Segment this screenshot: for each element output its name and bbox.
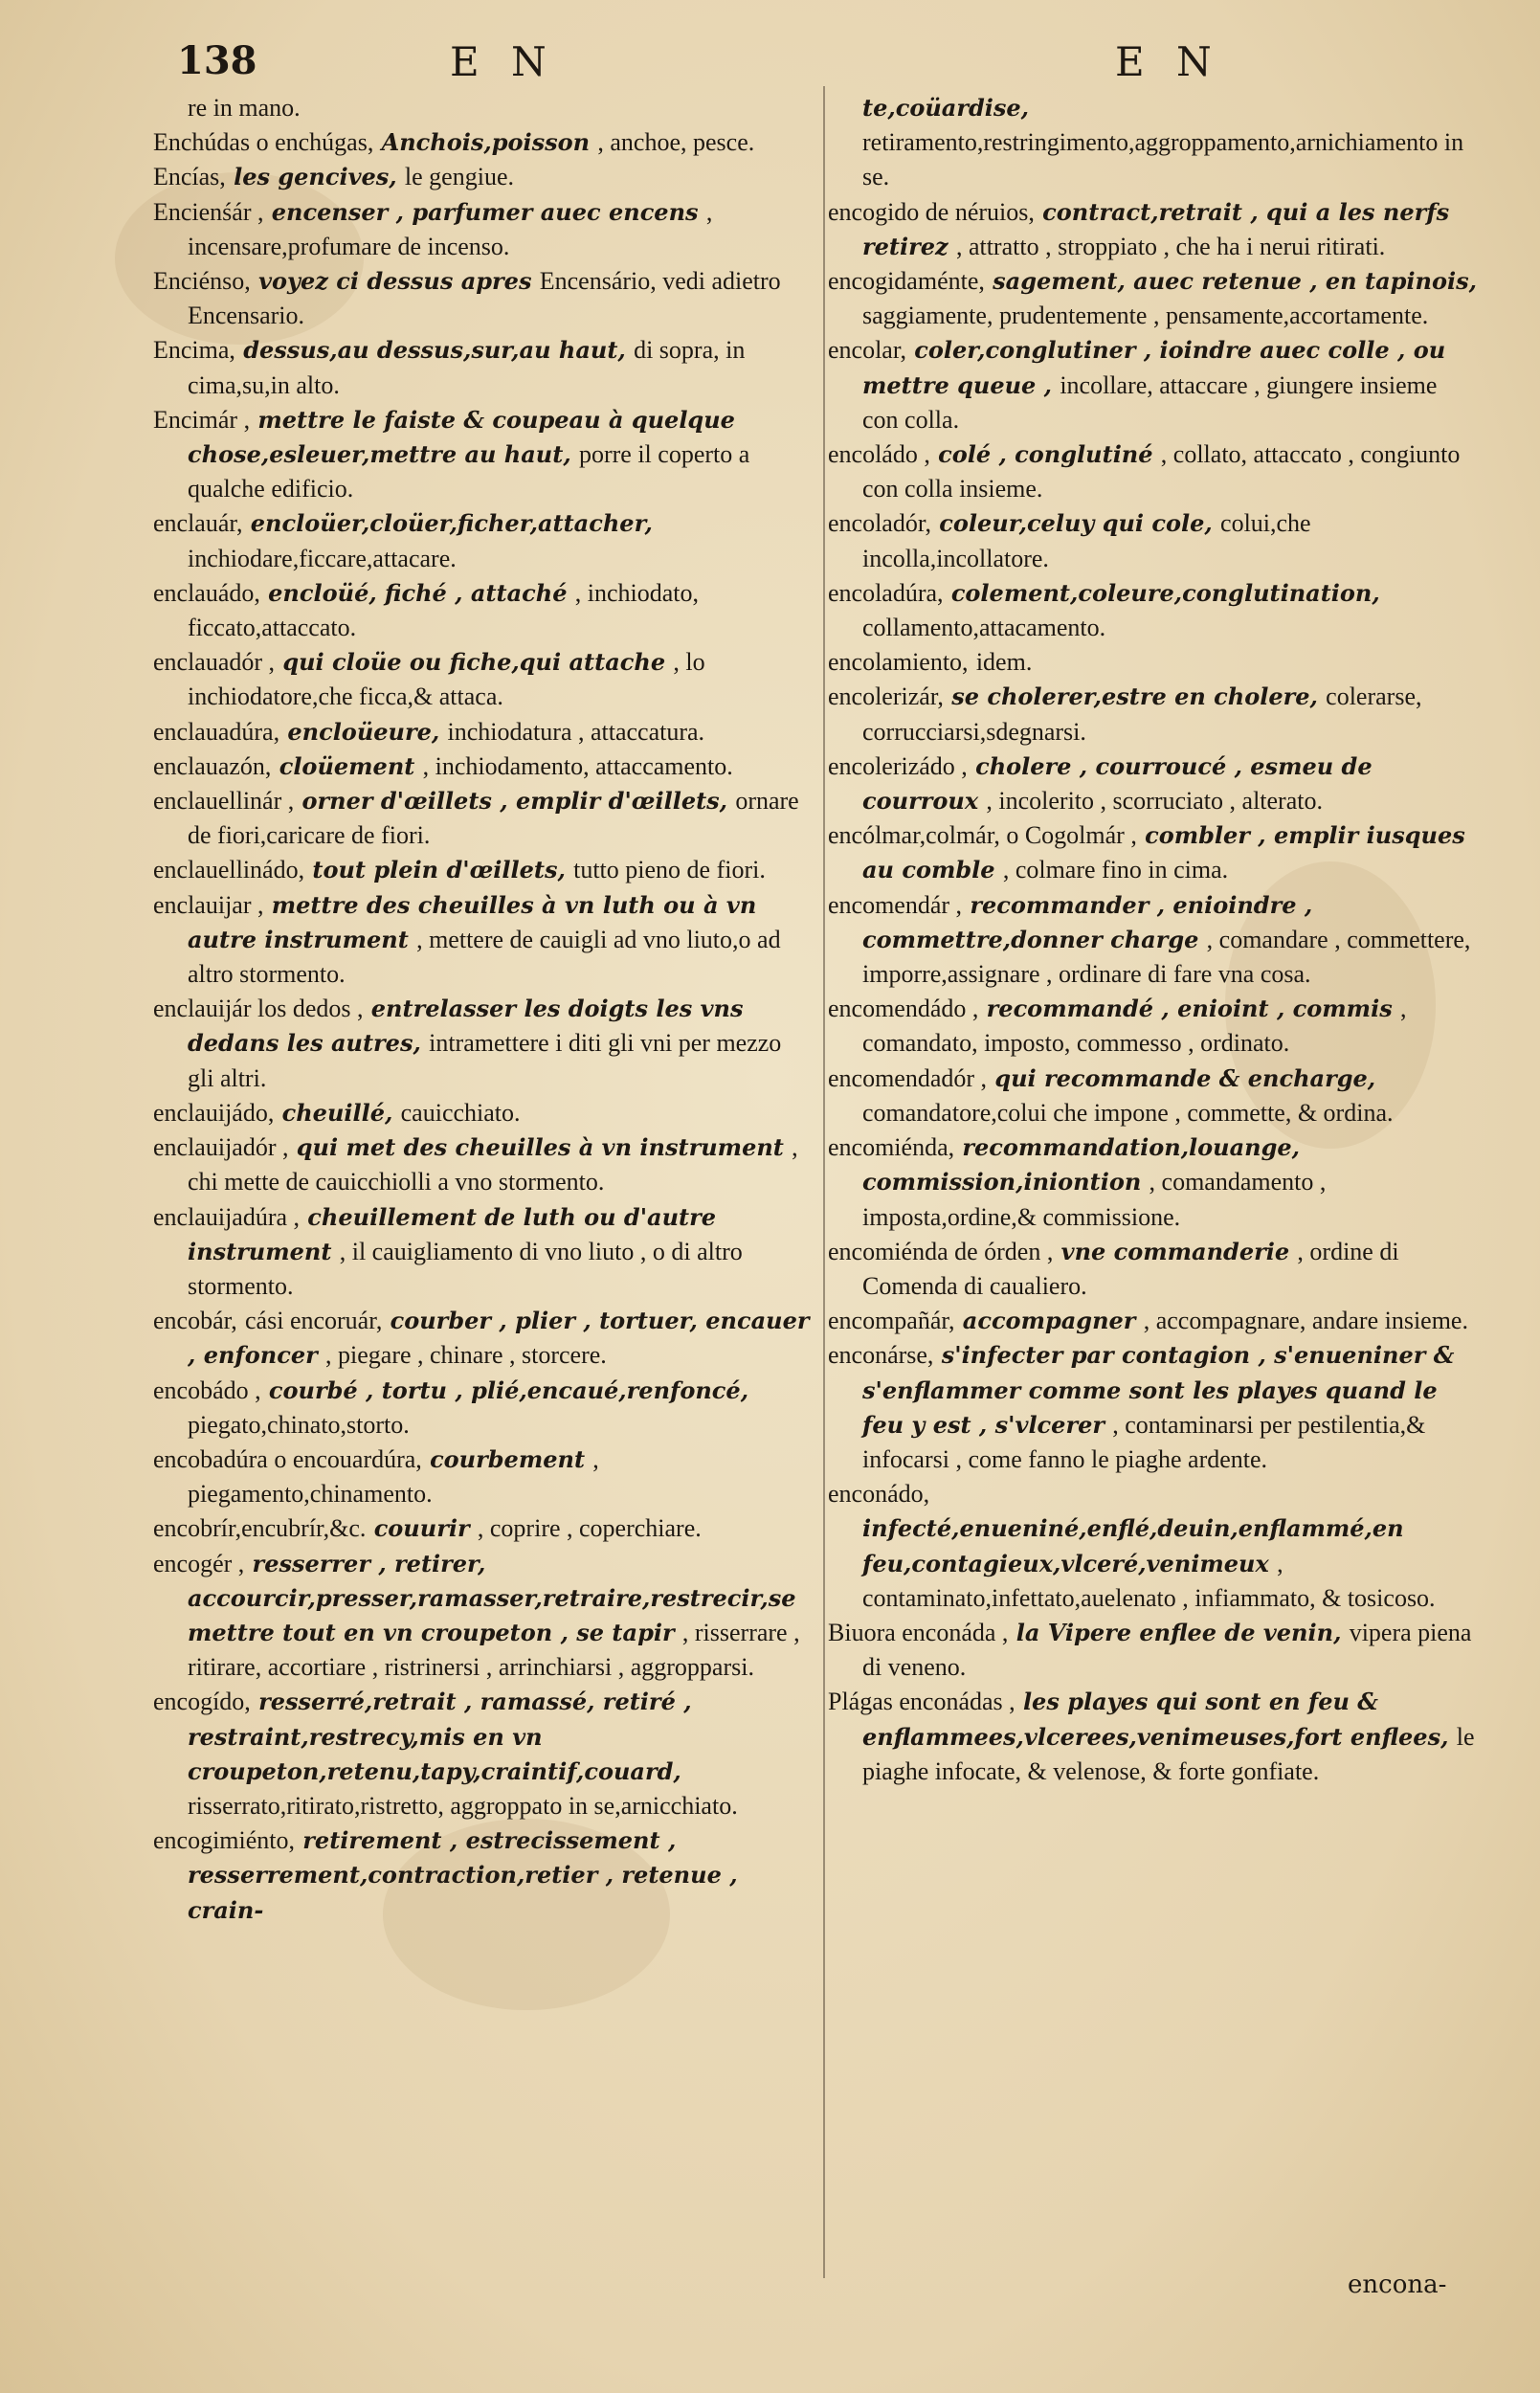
italian-gloss: , attratto , stroppiato , che ha i nerui ritirati. — [955, 232, 1386, 260]
page-number: 138 — [177, 38, 257, 83]
spanish-headword: encompañár, — [828, 1307, 955, 1335]
spanish-headword: enclauadúra, — [153, 717, 280, 746]
spanish-headword: Encienśár , — [153, 197, 264, 226]
dictionary-entry — [153, 1374, 814, 1443]
french-gloss: retirement , estrecissement , resserrement,contraction,retier , retenue , crain- — [188, 1826, 738, 1924]
french-gloss: orner d'œillets , emplir d'œillets, — [301, 787, 728, 816]
dictionary-entry — [828, 264, 1479, 333]
spanish-headword: enclauijadúra , — [153, 1202, 301, 1231]
dictionary-entry — [828, 645, 1479, 680]
catchword: encona- — [1348, 2270, 1447, 2299]
french-gloss: qui met des cheuilles à vn instrument — [296, 1133, 784, 1162]
dictionary-entry — [828, 1685, 1479, 1789]
italian-gloss: , incolerito , scorruciato , alterato. — [986, 787, 1323, 816]
dictionary-entry — [153, 1511, 814, 1546]
italian-gloss: , piegare , chinare , storcere. — [325, 1341, 607, 1370]
italian-gloss: le piaghe infocate, & velenose, & forte gonfiate. — [862, 1722, 1475, 1785]
dictionary-entry — [153, 645, 814, 714]
dictionary-entry — [828, 1616, 1479, 1685]
dictionary-entry — [153, 853, 814, 887]
italian-gloss: Encensário, vedi adietro Encensario. — [188, 267, 781, 330]
french-gloss: courber , plier , tortuer, encauer , enfoncer — [188, 1307, 810, 1370]
italian-gloss: idem. — [975, 648, 1033, 677]
french-gloss: colement,coleure,conglutination, — [950, 578, 1380, 607]
italian-gloss: , inchiodamento, attaccamento. — [422, 751, 733, 780]
dictionary-entry — [153, 1547, 814, 1686]
spanish-headword: encogér , — [153, 1549, 245, 1577]
italian-gloss: , mettere de cauigli ad vno liuto,o ad altro stormento. — [188, 925, 781, 989]
french-gloss: voyez ci dessus apres — [258, 267, 532, 296]
dictionary-entry — [153, 715, 814, 749]
italian-gloss: cauicchiato. — [400, 1098, 521, 1127]
dictionary-entry — [153, 1200, 814, 1305]
french-gloss: accompagner — [962, 1307, 1136, 1335]
spanish-headword: enclauijár los dedos , — [153, 995, 364, 1023]
french-gloss: resserrer , retirer, accourcir,presser,ramasser,retraire,restrecir,se mettre tout en vn croupeton , se tapir — [188, 1549, 796, 1646]
italian-gloss: , collato, attaccato , congiunto con colla insieme. — [862, 440, 1461, 503]
dictionary-entry — [828, 680, 1479, 749]
french-gloss: courbé , tortu , plié,encaué,renfoncé, — [268, 1375, 749, 1404]
spanish-headword: encobár, — [153, 1307, 237, 1335]
dictionary-entry — [153, 992, 814, 1096]
italian-gloss: re in mano. — [188, 94, 301, 122]
spanish-headword: enclauellinár , — [153, 787, 295, 816]
dictionary-entry — [153, 1096, 814, 1130]
french-gloss: les playes qui sont en feu & enflammees,vlcerees,venimeuses,fort enflees, — [862, 1688, 1449, 1751]
french-gloss: Anchois,poisson — [381, 128, 591, 157]
running-header — [0, 38, 1540, 96]
french-gloss: contract,retrait , qui a les nerfs retirez — [862, 197, 1450, 260]
french-gloss: cloüement — [279, 751, 415, 780]
french-gloss: sagement, auec retenue , en tapinois, — [993, 267, 1477, 296]
italian-gloss: porre il coperto a qualche edificio. — [188, 440, 750, 503]
spanish-headword: Biuora enconáda , — [828, 1618, 1009, 1646]
french-gloss: combler , emplir iusques au comble — [862, 821, 1465, 884]
italian-gloss: tutto pieno de fiori. — [573, 856, 766, 884]
spanish-headword: encolerizádo , — [828, 751, 968, 780]
french-gloss: infecté,enueniné,enflé,deuin,enflammé,en feu,contagieux,vlceré,venimeux — [862, 1514, 1404, 1577]
spanish-headword: encogído, — [153, 1688, 251, 1716]
french-gloss: cholere , courroucé , esmeu de courroux — [862, 751, 1373, 816]
italian-gloss: colui,che incolla,incollatore. — [862, 509, 1311, 572]
dictionary-entry — [153, 333, 814, 402]
spanish-headword: encomendadór , — [828, 1063, 988, 1092]
spanish-headword: encobádo , — [153, 1375, 261, 1404]
column-divider — [823, 86, 825, 2278]
spanish-headword: encomendádo , — [828, 995, 979, 1023]
spanish-headword: encomendár , — [828, 890, 963, 919]
italian-gloss: incollare, attaccare , giungere insieme con colla. — [862, 370, 1438, 434]
french-gloss: te,coüardise, — [862, 94, 1030, 122]
dictionary-entry — [153, 1685, 814, 1823]
dictionary-entry — [828, 333, 1479, 437]
italian-gloss: , ordine di Comenda di caualiero. — [862, 1237, 1399, 1300]
french-gloss: coleur,celuy qui cole, — [939, 509, 1213, 538]
dictionary-entry — [828, 195, 1479, 264]
dictionary-entry — [828, 1130, 1479, 1235]
spanish-headword: Enchúdas o enchúgas, — [153, 128, 374, 157]
italian-gloss: , contaminato,infettato,auelenato , infiammato, & tosicoso. — [862, 1549, 1436, 1612]
dictionary-entry — [153, 403, 814, 507]
spanish-headword: encobadúra o encouardúra, — [153, 1444, 422, 1473]
spanish-headword: enclauijar , — [153, 890, 264, 919]
french-gloss: encloüeure, — [287, 717, 440, 746]
french-gloss: encenser , parfumer auec encens — [271, 197, 699, 226]
spanish-headword: encolamiento, — [828, 648, 969, 677]
spanish-headword: Plágas enconádas , — [828, 1688, 1016, 1716]
italian-gloss: le gengiue. — [404, 163, 514, 191]
italian-gloss: cási encoruár, — [245, 1307, 383, 1335]
french-gloss: colé , conglutiné — [938, 440, 1153, 469]
dictionary-entry — [153, 1304, 814, 1373]
spanish-headword: enclauijadór , — [153, 1133, 289, 1162]
spanish-headword: encomiénda, — [828, 1133, 955, 1162]
spanish-headword: encoládo , — [828, 440, 930, 469]
italian-gloss: piegato,chinato,storto. — [188, 1410, 410, 1439]
dictionary-entry — [828, 818, 1479, 887]
italian-gloss: , comandato, imposto, commesso , ordinato. — [862, 995, 1407, 1058]
spanish-headword: encolar, — [828, 336, 906, 365]
spanish-headword: enclauazón, — [153, 751, 272, 780]
dictionary-entry — [153, 91, 814, 125]
italian-gloss: comandatore,colui che impone , commette, & ordina. — [862, 1098, 1394, 1127]
italian-gloss: , contaminarsi per pestilentia,& infocarsi , come fanno le piaghe ardente. — [862, 1410, 1426, 1473]
italian-gloss: di sopra, in cima,su,in alto. — [188, 336, 746, 399]
italian-gloss: saggiamente, prudentemente , pensamente,accortamente. — [862, 302, 1429, 330]
italian-gloss: risserrato,ritirato,ristretto, aggroppato in se,arnicchiato. — [188, 1791, 738, 1820]
italian-gloss: , coprire , coperchiare. — [477, 1514, 702, 1543]
french-gloss: resserré,retrait , ramassé, retiré , restraint,restrecy,mis en vn croupeton,retenu,tapy,craintif,couard, — [188, 1688, 692, 1785]
dictionary-entry — [153, 1823, 814, 1928]
spanish-headword: Enciénso, — [153, 267, 251, 296]
french-gloss: tout plein d'œillets, — [312, 856, 566, 884]
italian-gloss: , accompagnare, andare insieme. — [1143, 1307, 1468, 1335]
spanish-headword: encólmar,colmár, o Cogolmár , — [828, 821, 1137, 850]
french-gloss: mettre le faiste & coupeau à quelque chose,esleuer,mettre au haut, — [188, 405, 735, 469]
italian-gloss: , piegamento,chinamento. — [188, 1444, 599, 1509]
french-gloss: s'infecter par contagion , s'enueniner & s'enflammer comme sont les playes quand le feu y est , s'vlcerer — [862, 1341, 1455, 1439]
italian-gloss: retiramento,restringimento,aggroppamento,arnichiamento in se. — [862, 128, 1464, 191]
dictionary-entry — [828, 1338, 1479, 1477]
dictionary-entry — [828, 91, 1479, 195]
italian-gloss: , lo inchiodatore,che ficca,& attaca. — [188, 648, 705, 711]
spanish-headword: encoladór, — [828, 509, 931, 538]
italian-gloss: , risserrare , ritirare, accortiare , ristrinersi , arrinchiarsi , aggropparsi. — [188, 1618, 800, 1682]
italian-gloss: inchiodare,ficcare,attacare. — [188, 544, 457, 572]
french-gloss: cheuillement de luth ou d'autre instrument — [188, 1202, 717, 1265]
dictionary-entry — [828, 1235, 1479, 1304]
spanish-headword: encomiénda de órden , — [828, 1237, 1054, 1265]
spanish-headword: encogimiénto, — [153, 1826, 296, 1855]
dictionary-entry — [153, 888, 814, 993]
dictionary-entry — [153, 264, 814, 333]
dictionary-entry — [153, 125, 814, 160]
spanish-headword: encogido de néruios, — [828, 197, 1035, 226]
italian-gloss: inchiodatura , attaccatura. — [447, 717, 705, 746]
spanish-headword: encolerizár, — [828, 682, 944, 711]
running-head-left: E N — [450, 38, 556, 85]
french-gloss: coler,conglutiner , ioindre auec colle , ou mettre queue , — [862, 336, 1446, 399]
dictionary-entry — [153, 784, 814, 853]
spanish-headword: enclauijádo, — [153, 1098, 275, 1127]
left-column — [153, 91, 814, 1928]
italian-gloss: intramettere i diti gli vni per mezzo gli altri. — [188, 1029, 782, 1092]
dictionary-entry — [153, 195, 814, 264]
spanish-headword: enclauádo, — [153, 578, 260, 607]
french-gloss: recommandé , enioint , commis — [986, 995, 1393, 1023]
italian-gloss: , anchoe, pesce. — [597, 128, 755, 157]
dictionary-entry — [828, 1477, 1479, 1616]
dictionary-entry — [828, 749, 1479, 818]
italian-gloss: colerarse, corrucciarsi,sdegnarsi. — [862, 682, 1422, 746]
french-gloss: courbement — [430, 1444, 586, 1473]
french-gloss: vne commanderie — [1060, 1237, 1290, 1265]
running-head-right: E N — [1115, 38, 1221, 85]
french-gloss: cheuillé, — [281, 1098, 393, 1127]
spanish-headword: Encima, — [153, 336, 235, 365]
french-gloss: couurir — [373, 1514, 470, 1543]
french-gloss: recommandation,louange, commission,iniontion — [862, 1133, 1301, 1196]
italian-gloss: , comandamento , imposta,ordine,& commissione. — [862, 1168, 1327, 1231]
italian-gloss: ornare de fiori,caricare de fiori. — [188, 787, 799, 850]
french-gloss: dessus,au dessus,sur,au haut, — [243, 336, 626, 365]
french-gloss: la Vipere enflee de venin, — [1016, 1618, 1342, 1646]
french-gloss: recommander , enioindre , commettre,donner charge — [862, 890, 1313, 953]
dictionary-entry — [828, 888, 1479, 993]
italian-gloss: collamento,attacamento. — [862, 614, 1106, 642]
spanish-headword: enclauadór , — [153, 648, 276, 677]
dictionary-entry — [828, 1062, 1479, 1130]
dictionary-entry — [153, 1130, 814, 1199]
right-column — [828, 91, 1479, 1789]
dictionary-entry — [828, 992, 1479, 1061]
dictionary-entry — [828, 437, 1479, 506]
italian-gloss: , colmare fino in cima. — [1002, 856, 1229, 884]
dictionary-entry — [153, 749, 814, 784]
dictionary-entry — [828, 1304, 1479, 1338]
italian-gloss: , il cauigliamento di vno liuto , o di altro stormento. — [188, 1237, 743, 1300]
spanish-headword: Encías, — [153, 163, 226, 191]
spanish-headword: enconádo, — [828, 1480, 930, 1509]
french-gloss: les gencives, — [234, 163, 397, 191]
dictionary-entry — [828, 506, 1479, 575]
french-gloss: encloüé, fiché , attaché — [268, 578, 568, 607]
italian-gloss: vipera piena di veneno. — [862, 1618, 1472, 1682]
spanish-headword: encobrír,encubrír,&c. — [153, 1514, 367, 1543]
french-gloss: qui cloüe ou fiche,qui attache — [282, 648, 666, 677]
spanish-headword: Encimár , — [153, 405, 251, 434]
french-gloss: se cholerer,estre en cholere, — [951, 682, 1318, 711]
dictionary-entry — [153, 576, 814, 645]
italian-gloss: , chi mette de cauicchiolli a vno stormento. — [188, 1133, 798, 1196]
spanish-headword: enconárse, — [828, 1341, 934, 1370]
french-gloss: entrelasser les doigts les vns dedans les autres, — [188, 995, 744, 1058]
spanish-headword: enclauár, — [153, 509, 243, 538]
dictionary-entry — [153, 160, 814, 194]
dictionary-entry — [828, 576, 1479, 645]
french-gloss: qui recommande & encharge, — [994, 1063, 1376, 1092]
italian-gloss: , inchiodato, ficcato,attaccato. — [188, 578, 700, 642]
italian-gloss: , comandare , commettere, imporre,assignare , ordinare di fare vna cosa. — [862, 925, 1471, 989]
french-gloss: encloüer,cloüer,ficher,attacher, — [250, 509, 653, 538]
dictionary-entry — [153, 1443, 814, 1511]
spanish-headword: encogidaménte, — [828, 267, 985, 296]
dictionary-entry — [153, 506, 814, 575]
italian-gloss: , incensare,profumare de incenso. — [188, 197, 713, 260]
spanish-headword: encoladúra, — [828, 578, 944, 607]
spanish-headword: enclauellinádo, — [153, 856, 305, 884]
french-gloss: mettre des cheuilles à vn luth ou à vn autre instrument — [188, 890, 757, 953]
